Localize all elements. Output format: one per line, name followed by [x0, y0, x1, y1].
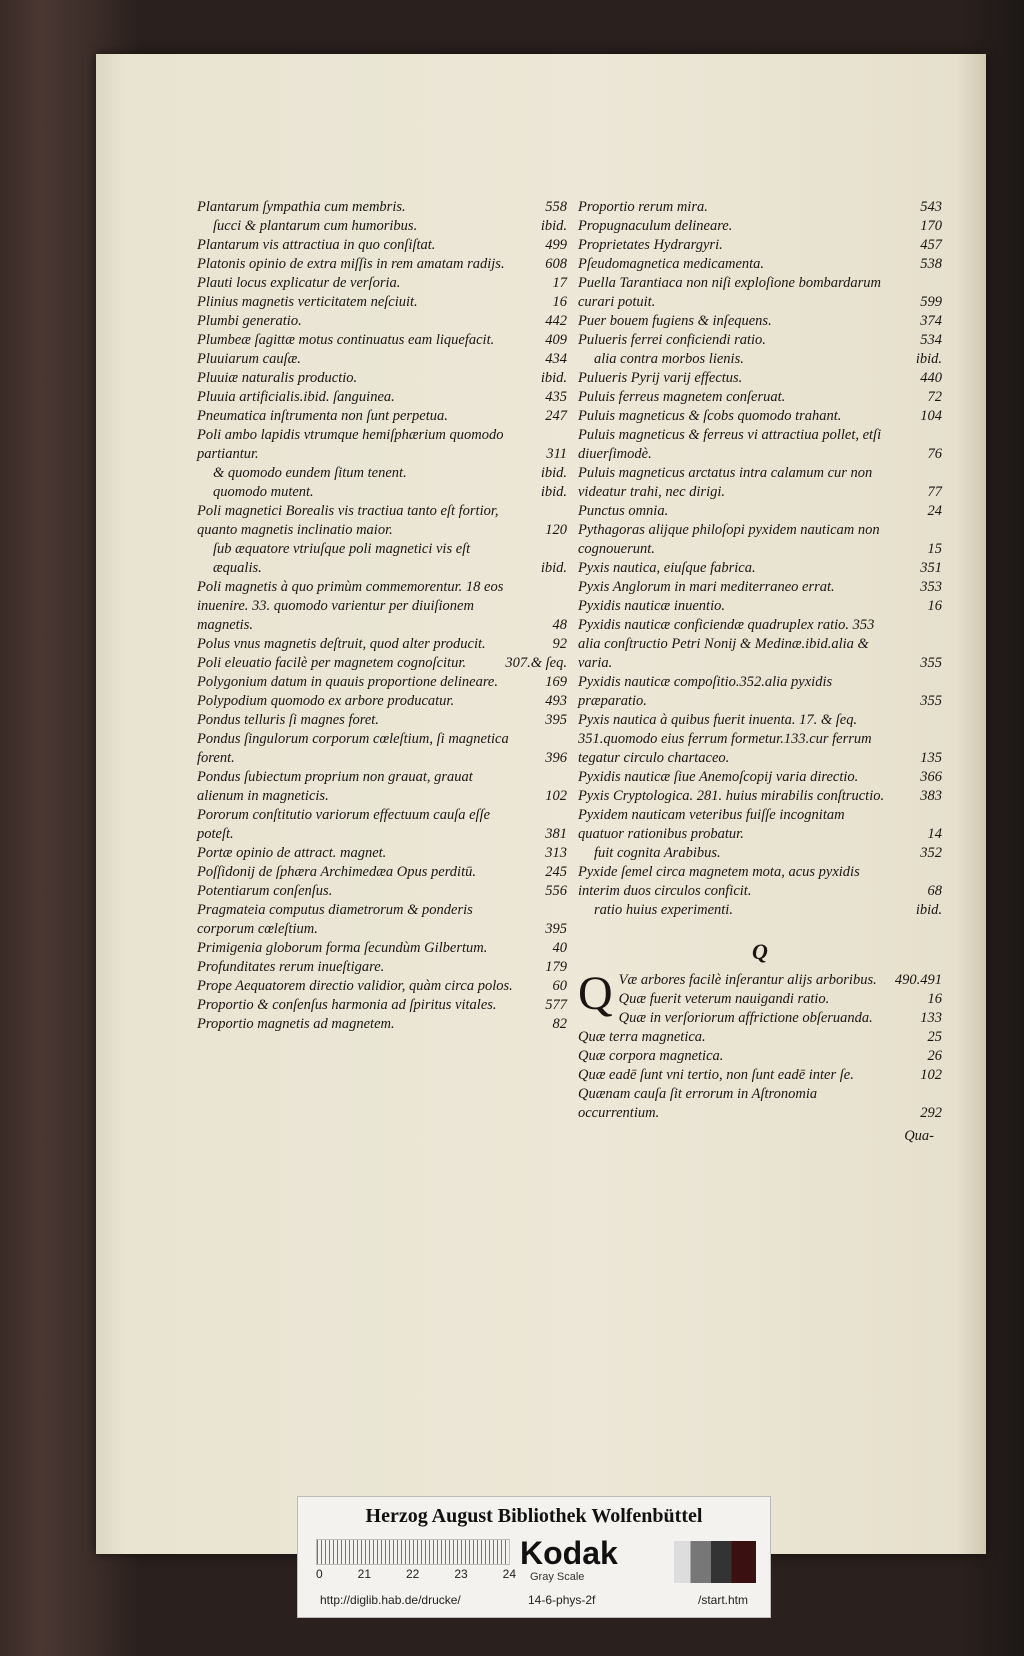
index-entry — [197, 692, 567, 711]
index-entry — [578, 521, 942, 559]
entry-text: Pyxidis nauticæ conficiendæ quadruplex ratio. 353 alia conſtructio Petri Nonij & Medinæ.ibid.alia & varia. — [578, 617, 875, 671]
index-entry — [197, 863, 567, 882]
entry-text: Proportio & conſenſus harmonia ad ſpiritus vitales. — [197, 997, 497, 1013]
entry-text: Pyxis Cryptologica. 281. huius mirabilis conſtructio. — [578, 788, 885, 804]
page-ref: 381 — [545, 826, 567, 842]
page-ref: 395 — [545, 712, 567, 728]
index-entry — [578, 502, 942, 521]
page-ref: 395 — [545, 921, 567, 937]
page-ref: 92 — [552, 636, 567, 652]
entry-text: Pſeudomagnetica medicamenta. — [578, 256, 765, 272]
entry-text: Propugnaculum delineare. — [578, 218, 733, 234]
section-letter: Q — [752, 939, 768, 964]
index-entry — [578, 578, 942, 597]
entry-text: Pyxis Anglorum in mari mediterraneo errat. — [578, 579, 835, 595]
page-ref: 307.& ſeq. — [505, 655, 567, 671]
index-entry — [197, 730, 567, 768]
ruler-number: 22 — [405, 1567, 420, 1581]
page-ref: 48 — [552, 617, 567, 633]
index-entry — [197, 901, 567, 939]
entry-text: Pulueris Pyrij varij effectus. — [578, 370, 743, 386]
index-entry — [578, 863, 942, 901]
page-ref: ibid. — [915, 902, 942, 918]
index-entry — [197, 483, 567, 502]
index-column-left — [197, 198, 567, 1034]
entry-text: Pondus telluris ſi magnes foret. — [197, 712, 379, 728]
index-entry — [578, 1066, 942, 1085]
entry-text: Puluis magneticus arctatus intra calamum cur non videatur trahi, nec dirigi. — [578, 465, 873, 500]
page-ref: 247 — [545, 408, 567, 424]
entry-text: Potentiarum conſenſus. — [197, 883, 333, 899]
entry-text: Plantarum ſympathia cum membris. — [197, 199, 406, 215]
page-ref: 170 — [920, 218, 942, 234]
index-entry — [578, 787, 942, 806]
page-ref: 311 — [546, 446, 567, 462]
index-entry — [578, 971, 942, 990]
entry-text: Pluuia artificialis.ibid. ſanguinea. — [197, 389, 395, 405]
page-ref: 440 — [920, 370, 942, 386]
entry-text: Poſſidonij de ſphæra Archimedæa Opus perditū. — [197, 864, 476, 880]
page-ref: 355 — [920, 655, 942, 671]
index-entry — [578, 559, 942, 578]
page-ref: 313 — [545, 845, 567, 861]
entry-text: alia contra morbos lienis. — [594, 351, 744, 367]
index-entry — [197, 350, 567, 369]
index-entry — [197, 635, 567, 654]
page-ref: 17 — [552, 275, 567, 291]
page-ref: ibid. — [540, 218, 567, 234]
page-ref: 490.491 — [894, 972, 942, 988]
page-ref: 77 — [927, 484, 942, 500]
index-entry — [197, 198, 567, 217]
entry-text: Puluis magneticus & ſcobs quomodo trahant. — [578, 408, 842, 424]
start-link[interactable]: /start.htm — [698, 1593, 749, 1607]
index-entry — [197, 426, 567, 464]
entry-text: Profunditates rerum inueſtigare. — [197, 959, 385, 975]
entry-text: Pluuiarum cauſæ. — [197, 351, 301, 367]
page-ref: 352 — [920, 845, 942, 861]
entry-text: Quæ terra magnetica. — [578, 1029, 706, 1045]
ruler-number: 23 — [454, 1567, 468, 1581]
ruler-number: 24 — [502, 1567, 516, 1581]
entry-text: Pythagoras alijque philoſopi pyxidem nauticam non cognouerunt. — [578, 522, 880, 557]
entry-text: quomodo mutent. — [213, 484, 314, 500]
entry-text: Poli magnetis à quo primùm commemorentur. 18 eos inuenire. 33. quomodo varientur per diuiſionem magnetis. — [197, 579, 504, 633]
index-entry — [578, 597, 942, 616]
entry-text: ratio huius experimenti. — [594, 902, 733, 918]
index-column-right — [578, 198, 942, 1146]
entry-text: Pragmateia computus diametrorum & ponderis corporum cœleſtium. — [197, 902, 473, 937]
entry-text: Pluuiæ naturalis productio. — [197, 370, 358, 386]
index-entry — [578, 426, 942, 464]
index-entry — [197, 502, 567, 540]
index-entry — [578, 407, 942, 426]
page-ref: 396 — [545, 750, 567, 766]
index-entry — [578, 844, 942, 863]
index-entry — [578, 331, 942, 350]
entry-text: Polypodium quomodo ex arbore producatur. — [197, 693, 455, 709]
index-entry — [197, 1015, 567, 1034]
page-ref: ibid. — [540, 370, 567, 386]
index-entry — [578, 673, 942, 711]
catchword: Qua- — [904, 1128, 934, 1144]
index-entry — [578, 1047, 942, 1066]
index-entry — [197, 217, 567, 236]
index-entry — [578, 806, 942, 844]
page-ref: 556 — [545, 883, 567, 899]
index-entry — [197, 768, 567, 806]
drop-capital: Q — [578, 967, 613, 1020]
entry-text: fuit cognita Arabibus. — [594, 845, 721, 861]
page-ref: 534 — [920, 332, 942, 348]
page-ref: 245 — [545, 864, 567, 880]
entry-text: Quæ eadē ſunt vni tertio, non ſunt eadē inter ſe. — [578, 1067, 854, 1083]
page-ref: 543 — [920, 199, 942, 215]
entry-text: Proportio magnetis ad magnetem. — [197, 1016, 395, 1032]
page-ref: ibid. — [540, 484, 567, 500]
entry-text: Poli magnetici Borealis vis tractiua tanto eſt fortior, quanto magnetis inclinatio maior. — [197, 503, 499, 538]
page-ref: 60 — [552, 978, 567, 994]
entry-text: Quænam cauſa ſit errorum in Aſtronomia occurrentium. — [578, 1086, 818, 1121]
entry-text: Pororum conſtitutio variorum effectuum cauſa eſſe poteſt. — [197, 807, 491, 842]
entry-text: Væ arbores facilè inſerantur alijs arboribus. — [618, 972, 877, 988]
index-entry — [197, 939, 567, 958]
entry-text: Portæ opinio de attract. magnet. — [197, 845, 387, 861]
entry-text: Plinius magnetis verticitatem neſciuit. — [197, 294, 418, 310]
page-ref: 409 — [545, 332, 567, 348]
page-ref: 383 — [920, 788, 942, 804]
entry-text: Polus vnus magnetis deſtruit, quod alter producit. — [197, 636, 486, 652]
index-entry — [578, 990, 942, 1009]
page-ref: 179 — [545, 959, 567, 975]
entry-text: Puluis magneticus & ferreus vi attractiua pollet, etſi diuerſimodè. — [578, 427, 882, 462]
entry-text: Plumbi generatio. — [197, 313, 302, 329]
ruler-numbers — [316, 1567, 516, 1581]
entry-text: ſub æquatore vtriuſque poli magnetici vis eſt æqualis. — [213, 541, 471, 576]
index-entry — [578, 312, 942, 331]
entry-text: Plantarum vis attractiua in quo conſiſtat. — [197, 237, 436, 253]
page-ref: 351 — [920, 560, 942, 576]
index-entry — [197, 274, 567, 293]
index-entry — [578, 217, 942, 236]
page-ref: 14 — [927, 826, 942, 842]
entry-text: Pyxis nautica, eiuſque fabrica. — [578, 560, 756, 576]
entry-text: Pyxidis nauticæ compoſitio.352.alia pyxidis præparatio. — [578, 674, 833, 709]
index-entry — [578, 1028, 942, 1047]
index-entry — [197, 369, 567, 388]
entry-text: Poli ambo lapidis vtrumque hemiſphærium quomodo partiantur. — [197, 427, 504, 462]
index-entry — [197, 293, 567, 312]
source-url[interactable]: http://diglib.hab.de/drucke/ — [320, 1593, 461, 1607]
page-ref: 24 — [927, 503, 942, 519]
ruler-number: 0 — [316, 1567, 323, 1581]
entry-text: Proportio rerum mira. — [578, 199, 708, 215]
entry-text: Proprietates Hydrargyri. — [578, 237, 723, 253]
page-ref: 120 — [545, 522, 567, 538]
page-ref: 102 — [920, 1067, 942, 1083]
index-entry — [197, 464, 567, 483]
entry-text: Punctus omnia. — [578, 503, 669, 519]
page-ref: 538 — [920, 256, 942, 272]
page-ref: 102 — [545, 788, 567, 804]
index-entry — [197, 255, 567, 274]
entry-text: Platonis opinio de extra miſſis in rem amatam radijs. — [197, 256, 505, 272]
page-ref: 608 — [545, 256, 567, 272]
index-entry — [197, 312, 567, 331]
entry-text: Prope Aequatorem directio validior, quàm circa polos. — [197, 978, 513, 994]
index-entry — [197, 844, 567, 863]
page-ref: 68 — [927, 883, 942, 899]
page-ref: 499 — [545, 237, 567, 253]
index-entry — [578, 1009, 942, 1028]
index-entry — [578, 1085, 942, 1123]
index-entry — [197, 977, 567, 996]
page-ref: ibid. — [915, 351, 942, 367]
entry-text: Pulueris ferrei conficiendi ratio. — [578, 332, 766, 348]
entry-text: & quomodo eundem ſitum tenent. — [213, 465, 407, 481]
index-entry — [197, 996, 567, 1015]
page-ref: 366 — [920, 769, 942, 785]
entry-text: Puella Tarantiaca non niſi exploſione bombardarum curari potuit. — [578, 275, 882, 310]
index-entry — [197, 882, 567, 901]
page-ref: 558 — [545, 199, 567, 215]
index-entry — [578, 369, 942, 388]
page-ref: 40 — [552, 940, 567, 956]
page-ref: 435 — [545, 389, 567, 405]
index-entry — [578, 768, 942, 787]
index-entry — [578, 350, 942, 369]
page-ref: 374 — [920, 313, 942, 329]
index-entry — [578, 274, 942, 312]
library-color-card — [297, 1496, 771, 1618]
page-ref: 15 — [927, 541, 942, 557]
index-entry — [578, 616, 942, 673]
page-ref: 353 — [920, 579, 942, 595]
page-ref: 434 — [545, 351, 567, 367]
entry-text: Primigenia globorum forma ſecundùm Gilbertum. — [197, 940, 488, 956]
page-ref: 133 — [920, 1010, 942, 1026]
index-entry — [197, 673, 567, 692]
entry-text: Pondus ſubiectum proprium non grauat, grauat alienum in magneticis. — [197, 769, 473, 804]
page-ref: 169 — [545, 674, 567, 690]
page-ref: 16 — [927, 598, 942, 614]
page-ref: 76 — [927, 446, 942, 462]
index-entry — [197, 578, 567, 635]
page-ref: 355 — [920, 693, 942, 709]
page-ref: 72 — [927, 389, 942, 405]
page-ref: 292 — [920, 1105, 942, 1121]
entry-text: Plauti locus explicatur de verſoria. — [197, 275, 401, 291]
page-ref: 442 — [545, 313, 567, 329]
index-entry — [197, 407, 567, 426]
index-entry — [197, 388, 567, 407]
entry-text: Quæ corpora magnetica. — [578, 1048, 724, 1064]
page-ref: ibid. — [540, 560, 567, 576]
page-ref: 457 — [920, 237, 942, 253]
kodak-logo: Kodak — [520, 1535, 618, 1571]
page-ref: 493 — [545, 693, 567, 709]
entry-text: Puluis ferreus magnetem conſeruat. — [578, 389, 786, 405]
index-entry — [197, 331, 567, 350]
index-entry — [578, 901, 942, 920]
entry-text: ſucci & plantarum cum humoribus. — [213, 218, 418, 234]
entry-text: Pyxidis nauticæ inuentio. — [578, 598, 725, 614]
entry-text: Poli eleuatio facilè per magnetem cognoſcitur. — [197, 655, 466, 671]
index-entry — [578, 236, 942, 255]
index-entry — [578, 464, 942, 502]
ruler-number: 21 — [357, 1567, 372, 1581]
index-entry — [578, 388, 942, 407]
page-ref: ibid. — [540, 465, 567, 481]
page-ref: 16 — [927, 991, 942, 1007]
page-ref: 599 — [920, 294, 942, 310]
q-first-entry — [578, 967, 942, 1123]
index-entry — [578, 711, 942, 768]
gray-swatch — [674, 1541, 756, 1583]
entry-text: Pyxidis nauticæ ſiue Anemoſcopij varia directio. — [578, 769, 859, 785]
entry-text: Plumbeæ ſagittæ motus continuatus eam liquefacit. — [197, 332, 495, 348]
entry-text: Quæ in verſoriorum affrictione obſeruanda. — [618, 1010, 873, 1026]
page-ref: 577 — [545, 997, 567, 1013]
library-title: Herzog August Bibliothek Wolfenbüttel — [365, 1505, 703, 1527]
entry-text: Pondus ſingulorum corporum cœleſtium, ſi magnetica forent. — [197, 731, 509, 766]
page-ref: 82 — [552, 1016, 567, 1032]
index-entry — [197, 654, 567, 673]
index-entry — [197, 540, 567, 578]
page-ref: 135 — [920, 750, 942, 766]
index-entry — [578, 198, 942, 217]
scale-ruler — [316, 1539, 510, 1565]
index-entry — [578, 255, 942, 274]
page-ref: 26 — [927, 1048, 942, 1064]
entry-text: Pyxide ſemel circa magnetem mota, acus pyxidis interim duos circulos conficit. — [578, 864, 860, 899]
entry-text: Polygonium datum in quauis proportione delineare. — [197, 674, 498, 690]
page-ref: 16 — [552, 294, 567, 310]
gray-scale-label: Gray Scale — [530, 1571, 585, 1583]
entry-text: Pyxidem nauticam veteribus fuiſſe incognitam quatuor rationibus probatur. — [578, 807, 845, 842]
page-ref: 25 — [927, 1029, 942, 1045]
entry-text: Quæ fuerit veterum nauigandi ratio. — [618, 991, 830, 1007]
index-entry — [197, 958, 567, 977]
index-entry — [197, 711, 567, 730]
index-entry — [197, 806, 567, 844]
shelfmark: 14-6-phys-2f — [528, 1593, 596, 1607]
entry-text: Pneumatica inſtrumenta non ſunt perpetua. — [197, 408, 448, 424]
page-ref: 104 — [920, 408, 942, 424]
entry-text: Pyxis nautica à quibus fuerit inuenta. 17. & ſeq. 351.quomodo eius ferrum formetur.133.cur ferrum tegatur circulo chartaceo. — [578, 712, 872, 766]
entry-text: Puer bouem fugiens & inſequens. — [578, 313, 772, 329]
index-entry — [197, 236, 567, 255]
